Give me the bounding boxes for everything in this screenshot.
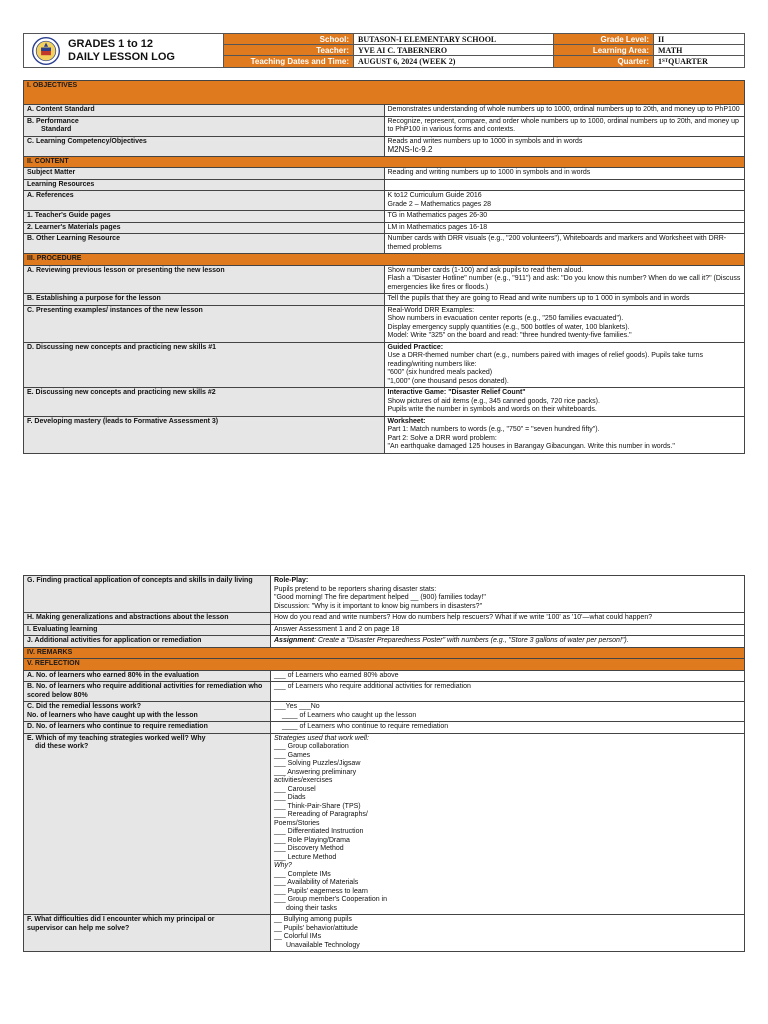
table-row: B. Other Learning Resource Number cards with DRR visuals (e.g., "200 volunteers"), Whiteboards and markers and Worksheet with DRR-themed problems — [24, 234, 745, 254]
table-row: C. Presenting examples/ instances of the new lesson Real-World DRR Examples: Show numbers in evacuation center reports (e.g., "250 families evacuated"). Display emergency supply quantities (e.g., 500 bottles of water, 100 blankets). Model: Write "325" on the board and read: "three hundred twenty-five families." — [24, 305, 745, 342]
header-meta-grid — [224, 34, 744, 67]
difficulties-list: __ Bullying among pupils __ Pupils' behavior/attitude __ Colorful IMs Unavailable Technology — [271, 915, 745, 952]
table-row: D. No. of learners who continue to require remediation ____ of Learners who continue to require remediation — [24, 722, 745, 734]
deped-seal-icon — [32, 37, 60, 65]
header-title-cell — [24, 34, 224, 67]
table-row: I. Evaluating learning Answer Assessment 1 and 2 on page 18 — [24, 624, 745, 636]
table-row: 2. Learner's Materials pages LM in Mathematics pages 16-18 — [24, 222, 745, 234]
header-title-line2: DAILY LESSON LOG — [68, 50, 175, 63]
table-row: A. Content Standard Demonstrates understanding of whole numbers up to 1000, ordinal numbers up to 20th, and money up to PhP100 — [24, 105, 745, 117]
table-row: D. Discussing new concepts and practicing new skills #1 Guided Practice: Use a DRR-themed number chart (e.g., numbers paired with images of relief goods). Pupils take turns reading/writing numbers like: "600" (six hundred meals packed) "1,000" (one thousand pesos donated). — [24, 342, 745, 388]
table-row: H. Making generalizations and abstractions about the lesson How do you read and write numbers? How do numbers help rescuers? What if we write '100' as '10'—what could happen? — [24, 613, 745, 625]
section-content: II. CONTENT — [24, 156, 745, 168]
table-row: A. No. of learners who earned 80% in the evaluation ___ of Learners who earned 80% above — [24, 670, 745, 682]
teacher-label: Teacher: — [224, 45, 354, 56]
school-label: School: — [224, 34, 354, 45]
table-row: B. Performance Standard Recognize, represent, compare, and order whole numbers up to 1000, ordinal numbers up to 20th, and money up to PhP100 in various forms and contexts. — [24, 116, 745, 136]
dates-value: AUGUST 6, 2024 (WEEK 2) — [354, 56, 554, 67]
quarter-label: Quarter: — [554, 56, 654, 67]
table-row: F. What difficulties did I encounter which my principal or supervisor can help me solve? __ Bullying among pupils __ Pupils' behavior/attitude __ Colorful IMs Unavailable Technology — [24, 915, 745, 952]
section-procedure: III. PROCEDURE — [24, 254, 745, 266]
table-row: J. Additional activities for application or remediation Assignment: Create a "Disaster Preparedness Poster" with numbers (e.g., "Store 3 gallons of water per person!"). — [24, 636, 745, 648]
lesson-log-header — [23, 33, 745, 68]
strategies-list: Strategies used that work well: ___ Group collaboration ___ Games ___ Solving Puzzles/Jigsaw ___ Answering preliminary activities/exercises ___ Carousel ___ Diads ___ Think-Pair-Share (TPS) ___ Rereading of Paragraphs/ Poems/Stories ___ Differentiated Instruction ___ Role Playing/Drama ___ Discovery Method ___ Lecture Method Why? ___ Complete IMs ___ Availability of Materials ___ Pupils' eagerness to learn ___ Group member's Cooperation in doing their tasks — [271, 733, 745, 915]
section-reflection: V. REFLECTION — [24, 659, 745, 671]
table-row: C. Learning Competency/Objectives Reads and writes numbers up to 1000 in symbols and in words M2NS-Ic-9.2 — [24, 136, 745, 156]
teacher-value: YVE AI C. TABERNERO — [354, 45, 554, 56]
table-row: A. Reviewing previous lesson or presenting the new lesson Show number cards (1-100) and ask pupils to read them aloud. Flash a "Disaster Hotline" number (e.g., "911") and ask: "Do you know this number? When do we call it?" (Discuss emergencies like fires or floods.) — [24, 265, 745, 294]
area-label: Learning Area: — [554, 45, 654, 56]
table-row: Learning Resources — [24, 179, 745, 191]
table-row: 1. Teacher's Guide pages TG in Mathematics pages 26-30 — [24, 211, 745, 223]
section-remarks: IV. REMARKS — [24, 647, 745, 659]
table-row: C. Did the remedial lessons work? No. of learners who have caught up with the lesson ___Yes ___No ____ of Learners who caught up the lesson — [24, 702, 745, 722]
table-row: F. Developing mastery (leads to Formative Assessment 3) Worksheet: Part 1: Match numbers to words (e.g., "750" = "seven hundred fifty"). Part 2: Solve a DRR word problem: "An earthquake damaged 125 houses in Barangay Gibacungan. Write this number in words." — [24, 416, 745, 453]
table-row: B. No. of learners who require additional activities for remediation who scored below 80% ___ of Learners who require additional activities for remediation — [24, 682, 745, 702]
table-row: A. References K to12 Curriculum Guide 2016 Grade 2 – Mathematics pages 28 — [24, 191, 745, 211]
table-row: E. Discussing new concepts and practicing new skills #2 Interactive Game: "Disaster Relief Count" Show pictures of aid items (e.g., 345 canned goods, 720 rice packs). Pupils write the number in symbols and words on their whiteboards. — [24, 388, 745, 417]
school-value: BUTASON-I ELEMENTARY SCHOOL — [354, 34, 554, 45]
table-row: Subject Matter Reading and writing numbers up to 1000 in symbols and in words — [24, 168, 745, 180]
dates-label: Teaching Dates and Time: — [224, 56, 354, 67]
grade-label: Grade Level: — [554, 34, 654, 45]
header-title-line1: GRADES 1 to 12 — [68, 37, 153, 50]
grade-value: II — [654, 34, 744, 45]
table-row: B. Establishing a purpose for the lesson Tell the pupils that they are going to Read and write numbers up to 1 000 in symbols and in words — [24, 294, 745, 306]
quarter-value: 1 ST QUARTER — [658, 57, 708, 66]
area-value: MATH — [654, 45, 744, 56]
table-row: E. Which of my teaching strategies worked well? Why did these work? Strategies used that work well: ___ Group collaboration ___ Games ___ Solving Puzzles/Jigsaw ___ Answering preliminary activities/exercises ___ Carousel ___ Diads ___ Think-Pair-Share (TPS) ___ Rereading of Paragraphs/ Poems/Stories ___ Differentiated Instruction ___ Role Playing/Drama ___ Discovery Method ___ Lecture Method Why? ___ Complete IMs ___ Availability of Materials ___ Pupils' eagerness to learn ___ Group member's Cooperation in doing their tasks — [24, 733, 745, 915]
table-row: G. Finding practical application of concepts and skills in daily living Role-Play: Pupils pretend to be reporters sharing disaster stats: "Good morning! The fire department helped __ (900) families today!" Discussion: "Why is it important to know big numbers in disasters?" — [24, 576, 745, 613]
section-objectives: I. OBJECTIVES — [24, 81, 745, 105]
lesson-log-table-part1 — [23, 80, 745, 454]
lesson-log-table-part2 — [23, 575, 745, 952]
